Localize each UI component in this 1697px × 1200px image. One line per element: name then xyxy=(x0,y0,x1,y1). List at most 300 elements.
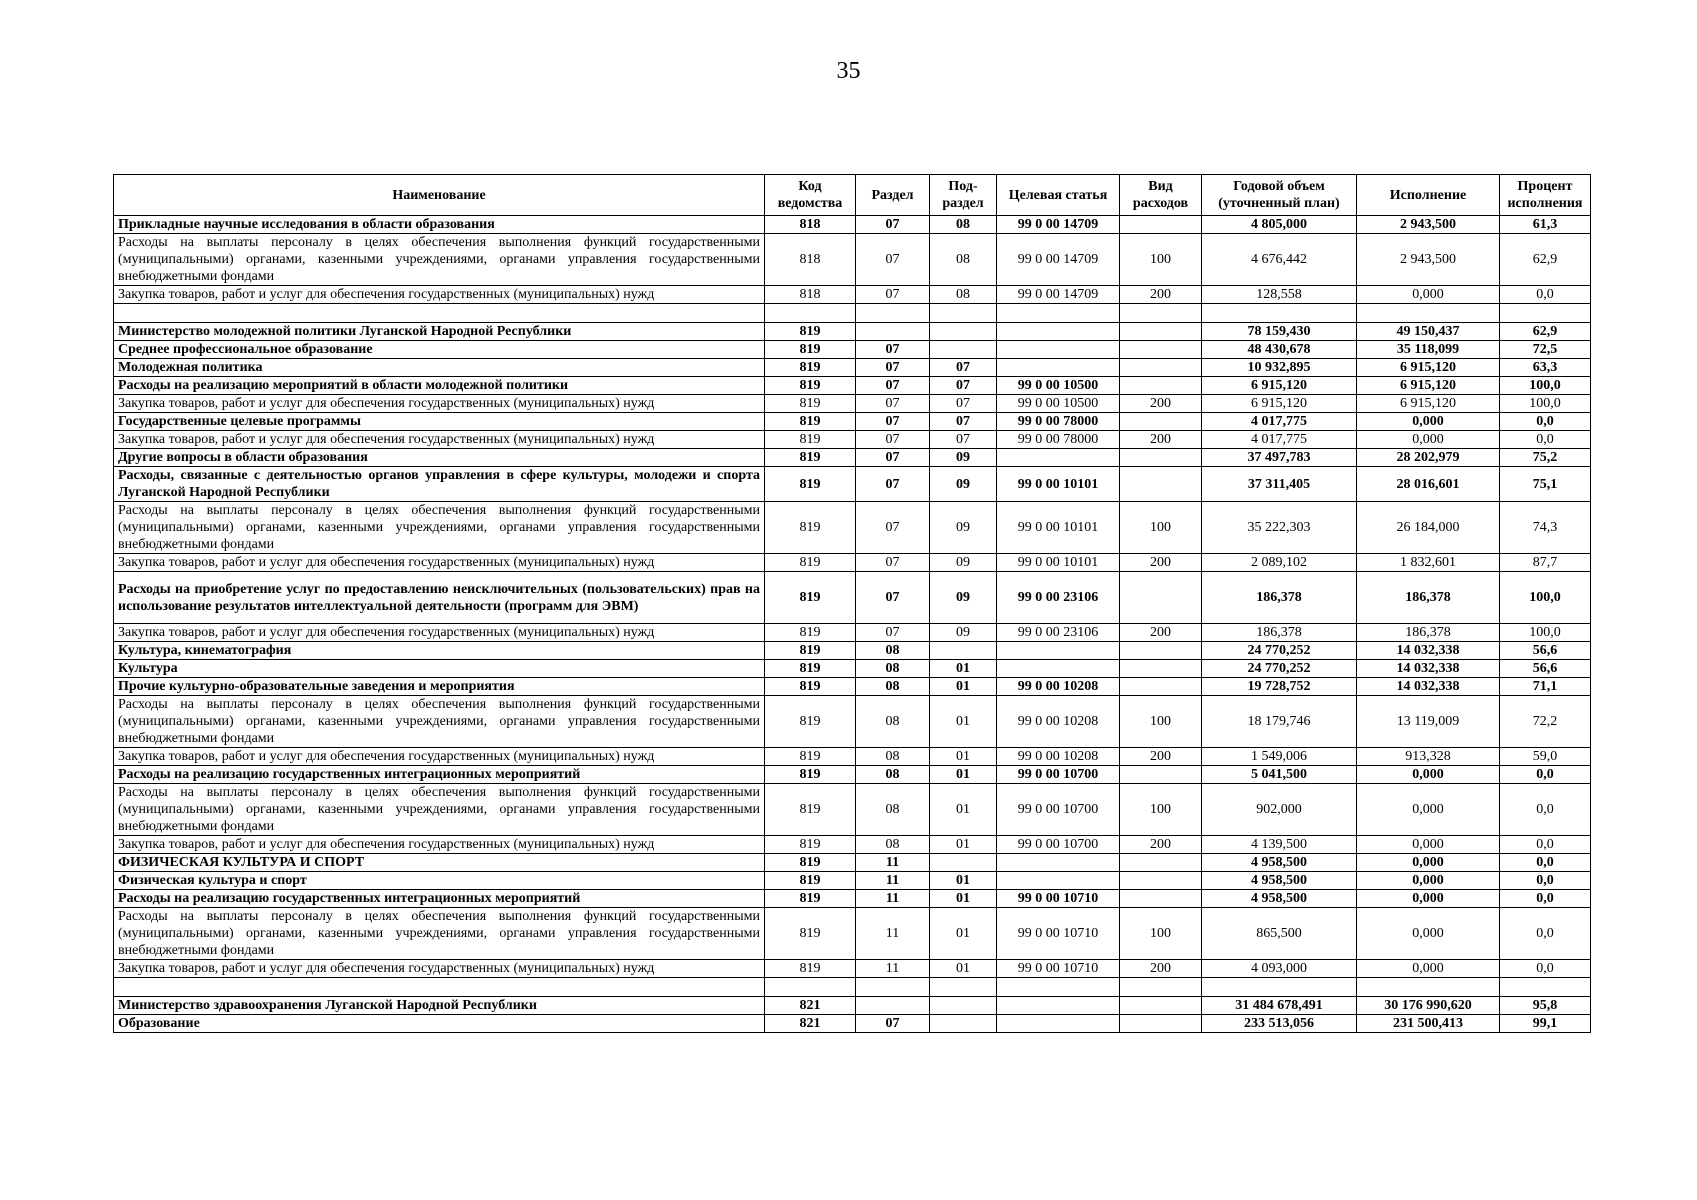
cell-execution: 913,328 xyxy=(1357,748,1500,766)
cell-target-article: 99 0 00 10710 xyxy=(997,908,1120,960)
table-row xyxy=(114,395,1591,413)
cell-section: 11 xyxy=(856,890,930,908)
cell-expense-type xyxy=(1120,413,1202,431)
cell-expense-type xyxy=(1120,854,1202,872)
cell-execution-percent: 56,6 xyxy=(1500,660,1591,678)
cell-annual-plan: 4 958,500 xyxy=(1202,854,1357,872)
table-row xyxy=(114,377,1591,395)
cell-target-article: 99 0 00 10500 xyxy=(997,377,1120,395)
cell-section: 07 xyxy=(856,1015,930,1033)
cell-annual-plan: 4 139,500 xyxy=(1202,836,1357,854)
cell-dept-code: 821 xyxy=(765,1015,856,1033)
cell-annual-plan: 233 513,056 xyxy=(1202,1015,1357,1033)
cell-expense-type xyxy=(1120,377,1202,395)
cell-execution-percent: 0,0 xyxy=(1500,413,1591,431)
cell-dept-code: 818 xyxy=(765,234,856,286)
cell-section: 08 xyxy=(856,696,930,748)
cell-execution-percent: 0,0 xyxy=(1500,431,1591,449)
cell-dept-code: 819 xyxy=(765,431,856,449)
cell-subsection: 08 xyxy=(930,216,997,234)
cell-target-article: 99 0 00 14709 xyxy=(997,234,1120,286)
cell-section: 07 xyxy=(856,234,930,286)
cell-section: 07 xyxy=(856,449,930,467)
cell-execution: 0,000 xyxy=(1357,784,1500,836)
cell-name: Закупка товаров, работ и услуг для обеспечения государственных (муниципальных) нужд xyxy=(114,748,765,766)
cell-target-article: 99 0 00 10208 xyxy=(997,678,1120,696)
cell-execution-percent: 0,0 xyxy=(1500,908,1591,960)
cell-execution: 0,000 xyxy=(1357,960,1500,978)
cell-target-article: 99 0 00 10700 xyxy=(997,836,1120,854)
cell-dept-code: 819 xyxy=(765,395,856,413)
cell-name: Культура, кинематография xyxy=(114,642,765,660)
table-row xyxy=(114,502,1591,554)
cell-annual-plan: 24 770,252 xyxy=(1202,660,1357,678)
cell-subsection xyxy=(930,1015,997,1033)
cell-expense-type xyxy=(1120,660,1202,678)
empty-cell xyxy=(765,304,856,323)
cell-annual-plan: 4 805,000 xyxy=(1202,216,1357,234)
cell-section: 07 xyxy=(856,467,930,502)
cell-name: Расходы на выплаты персоналу в целях обеспечения выполнения функций государственными (муниципальными) органами, казенными учреждениями, органами управления государственными внебюджетными фондами xyxy=(114,234,765,286)
cell-section xyxy=(856,323,930,341)
cell-target-article xyxy=(997,642,1120,660)
empty-cell xyxy=(1120,978,1202,997)
table-row xyxy=(114,836,1591,854)
cell-subsection: 01 xyxy=(930,960,997,978)
cell-execution-percent: 74,3 xyxy=(1500,502,1591,554)
empty-cell xyxy=(930,978,997,997)
table-spacer-row xyxy=(114,978,1591,997)
cell-section: 07 xyxy=(856,216,930,234)
cell-expense-type: 100 xyxy=(1120,784,1202,836)
cell-annual-plan: 4 017,775 xyxy=(1202,431,1357,449)
cell-execution: 14 032,338 xyxy=(1357,660,1500,678)
cell-subsection: 09 xyxy=(930,554,997,572)
col-header-name: Наименование xyxy=(114,175,765,216)
cell-name: Закупка товаров, работ и услуг для обеспечения государственных (муниципальных) нужд xyxy=(114,624,765,642)
cell-name: Среднее профессиональное образование xyxy=(114,341,765,359)
cell-subsection xyxy=(930,854,997,872)
cell-name: Расходы на приобретение услуг по предоставлению неисключительных (пользовательских) прав на использование результатов интеллектуальной деятельности (программ для ЭВМ) xyxy=(114,572,765,624)
cell-target-article: 99 0 00 78000 xyxy=(997,431,1120,449)
cell-annual-plan: 2 089,102 xyxy=(1202,554,1357,572)
cell-expense-type: 200 xyxy=(1120,836,1202,854)
cell-target-article xyxy=(997,1015,1120,1033)
cell-target-article: 99 0 00 10208 xyxy=(997,748,1120,766)
empty-cell xyxy=(997,304,1120,323)
table-row xyxy=(114,413,1591,431)
cell-name: Закупка товаров, работ и услуг для обеспечения государственных (муниципальных) нужд xyxy=(114,431,765,449)
col-header-annual-plan: Годовой объем (уточненный план) xyxy=(1202,175,1357,216)
cell-execution: 6 915,120 xyxy=(1357,377,1500,395)
cell-target-article: 99 0 00 10101 xyxy=(997,502,1120,554)
cell-name: Расходы на реализацию мероприятий в области молодежной политики xyxy=(114,377,765,395)
cell-annual-plan: 4 958,500 xyxy=(1202,890,1357,908)
table-row xyxy=(114,341,1591,359)
page-number: 35 xyxy=(836,58,861,84)
table-row xyxy=(114,678,1591,696)
cell-name: Расходы на выплаты персоналу в целях обеспечения выполнения функций государственными (муниципальными) органами, казенными учреждениями, органами управления государственными внебюджетными фондами xyxy=(114,908,765,960)
cell-name: Расходы на реализацию государственных интеграционных мероприятий xyxy=(114,890,765,908)
cell-execution-percent: 61,3 xyxy=(1500,216,1591,234)
cell-section: 07 xyxy=(856,359,930,377)
empty-cell xyxy=(1357,304,1500,323)
cell-section xyxy=(856,997,930,1015)
cell-annual-plan: 19 728,752 xyxy=(1202,678,1357,696)
cell-target-article: 99 0 00 78000 xyxy=(997,413,1120,431)
empty-cell xyxy=(114,978,765,997)
cell-subsection: 01 xyxy=(930,660,997,678)
cell-expense-type: 200 xyxy=(1120,431,1202,449)
cell-name: Культура xyxy=(114,660,765,678)
cell-subsection: 01 xyxy=(930,748,997,766)
cell-annual-plan: 5 041,500 xyxy=(1202,766,1357,784)
cell-dept-code: 819 xyxy=(765,854,856,872)
cell-dept-code: 819 xyxy=(765,413,856,431)
cell-target-article xyxy=(997,449,1120,467)
cell-dept-code: 819 xyxy=(765,642,856,660)
cell-expense-type xyxy=(1120,359,1202,377)
cell-dept-code: 819 xyxy=(765,341,856,359)
cell-dept-code: 819 xyxy=(765,359,856,377)
cell-section: 07 xyxy=(856,624,930,642)
cell-section: 07 xyxy=(856,377,930,395)
cell-section: 08 xyxy=(856,660,930,678)
cell-expense-type xyxy=(1120,997,1202,1015)
cell-section: 07 xyxy=(856,431,930,449)
cell-execution-percent: 72,2 xyxy=(1500,696,1591,748)
cell-execution-percent: 62,9 xyxy=(1500,234,1591,286)
empty-cell xyxy=(930,304,997,323)
cell-expense-type: 100 xyxy=(1120,502,1202,554)
table-row xyxy=(114,234,1591,286)
cell-subsection: 09 xyxy=(930,624,997,642)
cell-section: 08 xyxy=(856,766,930,784)
cell-execution-percent: 0,0 xyxy=(1500,960,1591,978)
cell-target-article: 99 0 00 10710 xyxy=(997,960,1120,978)
cell-name: Закупка товаров, работ и услуг для обеспечения государственных (муниципальных) нужд xyxy=(114,286,765,304)
cell-dept-code: 819 xyxy=(765,960,856,978)
cell-expense-type xyxy=(1120,467,1202,502)
cell-target-article: 99 0 00 10700 xyxy=(997,766,1120,784)
cell-execution: 0,000 xyxy=(1357,431,1500,449)
cell-subsection: 09 xyxy=(930,572,997,624)
cell-execution-percent: 0,0 xyxy=(1500,784,1591,836)
cell-annual-plan: 4 676,442 xyxy=(1202,234,1357,286)
table-row xyxy=(114,286,1591,304)
table-row xyxy=(114,624,1591,642)
cell-target-article xyxy=(997,359,1120,377)
cell-dept-code: 819 xyxy=(765,554,856,572)
table-row xyxy=(114,660,1591,678)
cell-target-article: 99 0 00 23106 xyxy=(997,572,1120,624)
cell-execution: 30 176 990,620 xyxy=(1357,997,1500,1015)
cell-section: 08 xyxy=(856,642,930,660)
cell-section: 11 xyxy=(856,854,930,872)
cell-execution-percent: 99,1 xyxy=(1500,1015,1591,1033)
cell-section: 08 xyxy=(856,678,930,696)
cell-execution: 0,000 xyxy=(1357,854,1500,872)
cell-dept-code: 819 xyxy=(765,696,856,748)
cell-execution-percent: 0,0 xyxy=(1500,766,1591,784)
cell-annual-plan: 35 222,303 xyxy=(1202,502,1357,554)
table-row xyxy=(114,784,1591,836)
table-row xyxy=(114,997,1591,1015)
cell-annual-plan: 4 093,000 xyxy=(1202,960,1357,978)
cell-name: Закупка товаров, работ и услуг для обеспечения государственных (муниципальных) нужд xyxy=(114,836,765,854)
table-spacer-row xyxy=(114,304,1591,323)
cell-target-article: 99 0 00 10710 xyxy=(997,890,1120,908)
cell-expense-type xyxy=(1120,766,1202,784)
col-header-target-article: Целевая статья xyxy=(997,175,1120,216)
cell-subsection: 01 xyxy=(930,872,997,890)
cell-target-article xyxy=(997,660,1120,678)
empty-cell xyxy=(856,978,930,997)
cell-execution: 0,000 xyxy=(1357,836,1500,854)
cell-section: 11 xyxy=(856,908,930,960)
cell-section: 07 xyxy=(856,572,930,624)
cell-section: 11 xyxy=(856,872,930,890)
cell-execution-percent: 0,0 xyxy=(1500,836,1591,854)
cell-target-article: 99 0 00 14709 xyxy=(997,286,1120,304)
cell-execution-percent: 0,0 xyxy=(1500,872,1591,890)
cell-execution-percent: 62,9 xyxy=(1500,323,1591,341)
cell-subsection: 01 xyxy=(930,766,997,784)
cell-name: Другие вопросы в области образования xyxy=(114,449,765,467)
table-row xyxy=(114,890,1591,908)
cell-subsection xyxy=(930,997,997,1015)
cell-name: Закупка товаров, работ и услуг для обеспечения государственных (муниципальных) нужд xyxy=(114,960,765,978)
cell-subsection xyxy=(930,323,997,341)
cell-target-article: 99 0 00 10101 xyxy=(997,554,1120,572)
cell-expense-type: 200 xyxy=(1120,554,1202,572)
table-row xyxy=(114,748,1591,766)
cell-name: Расходы, связанные с деятельностью органов управления в сфере культуры, молодежи и спорта Луганской Народной Республики xyxy=(114,467,765,502)
cell-execution: 0,000 xyxy=(1357,766,1500,784)
cell-execution-percent: 75,1 xyxy=(1500,467,1591,502)
empty-cell xyxy=(1500,978,1591,997)
cell-annual-plan: 865,500 xyxy=(1202,908,1357,960)
cell-execution: 14 032,338 xyxy=(1357,642,1500,660)
cell-name: Расходы на выплаты персоналу в целях обеспечения выполнения функций государственными (муниципальными) органами, казенными учреждениями, органами управления государственными внебюджетными фондами xyxy=(114,696,765,748)
cell-name: Образование xyxy=(114,1015,765,1033)
cell-section: 07 xyxy=(856,413,930,431)
cell-subsection: 01 xyxy=(930,908,997,960)
table-row xyxy=(114,642,1591,660)
cell-subsection: 01 xyxy=(930,836,997,854)
cell-annual-plan: 6 915,120 xyxy=(1202,395,1357,413)
table-row xyxy=(114,908,1591,960)
table-row xyxy=(114,872,1591,890)
cell-annual-plan: 18 179,746 xyxy=(1202,696,1357,748)
cell-dept-code: 819 xyxy=(765,890,856,908)
cell-expense-type: 200 xyxy=(1120,395,1202,413)
cell-target-article xyxy=(997,997,1120,1015)
cell-name: ФИЗИЧЕСКАЯ КУЛЬТУРА И СПОРТ xyxy=(114,854,765,872)
table-row xyxy=(114,572,1591,624)
cell-annual-plan: 4 017,775 xyxy=(1202,413,1357,431)
cell-section: 08 xyxy=(856,784,930,836)
cell-name: Закупка товаров, работ и услуг для обеспечения государственных (муниципальных) нужд xyxy=(114,395,765,413)
cell-name: Прочие культурно-образовательные заведения и мероприятия xyxy=(114,678,765,696)
table-row xyxy=(114,216,1591,234)
cell-expense-type xyxy=(1120,449,1202,467)
cell-subsection: 07 xyxy=(930,377,997,395)
cell-execution: 13 119,009 xyxy=(1357,696,1500,748)
cell-expense-type xyxy=(1120,890,1202,908)
table-row xyxy=(114,1015,1591,1033)
cell-execution: 186,378 xyxy=(1357,572,1500,624)
cell-subsection: 09 xyxy=(930,449,997,467)
cell-name: Закупка товаров, работ и услуг для обеспечения государственных (муниципальных) нужд xyxy=(114,554,765,572)
cell-dept-code: 819 xyxy=(765,660,856,678)
cell-execution-percent: 0,0 xyxy=(1500,890,1591,908)
empty-cell xyxy=(1202,304,1357,323)
cell-subsection: 08 xyxy=(930,234,997,286)
cell-execution: 2 943,500 xyxy=(1357,234,1500,286)
cell-dept-code: 819 xyxy=(765,784,856,836)
cell-annual-plan: 37 311,405 xyxy=(1202,467,1357,502)
cell-dept-code: 819 xyxy=(765,467,856,502)
cell-subsection: 01 xyxy=(930,784,997,836)
cell-name: Министерство здравоохранения Луганской Народной Республики xyxy=(114,997,765,1015)
table-row xyxy=(114,554,1591,572)
cell-dept-code: 821 xyxy=(765,997,856,1015)
cell-dept-code: 819 xyxy=(765,624,856,642)
cell-dept-code: 819 xyxy=(765,748,856,766)
empty-cell xyxy=(114,304,765,323)
table-row xyxy=(114,854,1591,872)
cell-target-article: 99 0 00 10500 xyxy=(997,395,1120,413)
cell-dept-code: 819 xyxy=(765,377,856,395)
cell-execution: 26 184,000 xyxy=(1357,502,1500,554)
cell-expense-type: 100 xyxy=(1120,696,1202,748)
cell-execution: 1 832,601 xyxy=(1357,554,1500,572)
cell-annual-plan: 37 497,783 xyxy=(1202,449,1357,467)
cell-execution-percent: 100,0 xyxy=(1500,624,1591,642)
cell-annual-plan: 31 484 678,491 xyxy=(1202,997,1357,1015)
cell-annual-plan: 1 549,006 xyxy=(1202,748,1357,766)
cell-target-article xyxy=(997,872,1120,890)
cell-name: Министерство молодежной политики Луганской Народной Республики xyxy=(114,323,765,341)
cell-name: Расходы на выплаты персоналу в целях обеспечения выполнения функций государственными (муниципальными) органами, казенными учреждениями, органами управления государственными внебюджетными фондами xyxy=(114,502,765,554)
cell-target-article xyxy=(997,854,1120,872)
cell-name: Расходы на выплаты персоналу в целях обеспечения выполнения функций государственными (муниципальными) органами, казенными учреждениями, органами управления государственными внебюджетными фондами xyxy=(114,784,765,836)
cell-execution: 28 016,601 xyxy=(1357,467,1500,502)
cell-subsection: 01 xyxy=(930,696,997,748)
col-header-execution: Исполнение xyxy=(1357,175,1500,216)
cell-target-article xyxy=(997,323,1120,341)
cell-name: Государственные целевые программы xyxy=(114,413,765,431)
cell-section: 08 xyxy=(856,836,930,854)
cell-section: 07 xyxy=(856,502,930,554)
cell-expense-type xyxy=(1120,1015,1202,1033)
table-row xyxy=(114,323,1591,341)
empty-cell xyxy=(1357,978,1500,997)
cell-execution-percent: 100,0 xyxy=(1500,572,1591,624)
cell-expense-type: 200 xyxy=(1120,624,1202,642)
empty-cell xyxy=(1120,304,1202,323)
cell-dept-code: 819 xyxy=(765,836,856,854)
cell-subsection: 07 xyxy=(930,359,997,377)
cell-subsection: 07 xyxy=(930,395,997,413)
cell-section: 07 xyxy=(856,341,930,359)
table-row xyxy=(114,449,1591,467)
cell-dept-code: 818 xyxy=(765,286,856,304)
cell-execution-percent: 100,0 xyxy=(1500,395,1591,413)
cell-name: Прикладные научные исследования в области образования xyxy=(114,216,765,234)
cell-execution: 0,000 xyxy=(1357,872,1500,890)
empty-cell xyxy=(1202,978,1357,997)
cell-subsection: 01 xyxy=(930,678,997,696)
col-header-dept-code: Код ведомства xyxy=(765,175,856,216)
cell-annual-plan: 4 958,500 xyxy=(1202,872,1357,890)
empty-cell xyxy=(856,304,930,323)
empty-cell xyxy=(765,978,856,997)
cell-execution-percent: 100,0 xyxy=(1500,377,1591,395)
cell-execution: 6 915,120 xyxy=(1357,395,1500,413)
cell-execution-percent: 63,3 xyxy=(1500,359,1591,377)
cell-execution: 231 500,413 xyxy=(1357,1015,1500,1033)
cell-execution: 28 202,979 xyxy=(1357,449,1500,467)
cell-execution-percent: 75,2 xyxy=(1500,449,1591,467)
cell-execution-percent: 87,7 xyxy=(1500,554,1591,572)
col-header-subsection: Под-раздел xyxy=(930,175,997,216)
cell-expense-type xyxy=(1120,323,1202,341)
cell-annual-plan: 186,378 xyxy=(1202,624,1357,642)
cell-expense-type: 200 xyxy=(1120,286,1202,304)
cell-execution: 49 150,437 xyxy=(1357,323,1500,341)
table-body xyxy=(114,216,1591,1033)
cell-annual-plan: 902,000 xyxy=(1202,784,1357,836)
cell-execution: 2 943,500 xyxy=(1357,216,1500,234)
cell-execution-percent: 56,6 xyxy=(1500,642,1591,660)
table-row xyxy=(114,766,1591,784)
cell-subsection: 01 xyxy=(930,890,997,908)
table-header-row xyxy=(114,175,1591,216)
cell-annual-plan: 78 159,430 xyxy=(1202,323,1357,341)
cell-execution-percent: 0,0 xyxy=(1500,286,1591,304)
cell-dept-code: 819 xyxy=(765,323,856,341)
cell-name: Физическая культура и спорт xyxy=(114,872,765,890)
cell-target-article: 99 0 00 10700 xyxy=(997,784,1120,836)
cell-annual-plan: 128,558 xyxy=(1202,286,1357,304)
col-header-section: Раздел xyxy=(856,175,930,216)
cell-execution: 0,000 xyxy=(1357,286,1500,304)
cell-target-article xyxy=(997,341,1120,359)
cell-target-article: 99 0 00 23106 xyxy=(997,624,1120,642)
cell-target-article: 99 0 00 10101 xyxy=(997,467,1120,502)
cell-dept-code: 819 xyxy=(765,572,856,624)
cell-target-article: 99 0 00 14709 xyxy=(997,216,1120,234)
cell-expense-type xyxy=(1120,572,1202,624)
col-header-execution-percent: Процент исполнения xyxy=(1500,175,1591,216)
cell-execution: 35 118,099 xyxy=(1357,341,1500,359)
cell-target-article: 99 0 00 10208 xyxy=(997,696,1120,748)
cell-expense-type xyxy=(1120,872,1202,890)
cell-section: 11 xyxy=(856,960,930,978)
cell-dept-code: 819 xyxy=(765,766,856,784)
cell-expense-type: 100 xyxy=(1120,234,1202,286)
cell-expense-type: 100 xyxy=(1120,908,1202,960)
cell-section: 07 xyxy=(856,286,930,304)
cell-annual-plan: 24 770,252 xyxy=(1202,642,1357,660)
cell-execution: 186,378 xyxy=(1357,624,1500,642)
cell-section: 07 xyxy=(856,554,930,572)
cell-dept-code: 818 xyxy=(765,216,856,234)
cell-execution-percent: 71,1 xyxy=(1500,678,1591,696)
cell-annual-plan: 186,378 xyxy=(1202,572,1357,624)
